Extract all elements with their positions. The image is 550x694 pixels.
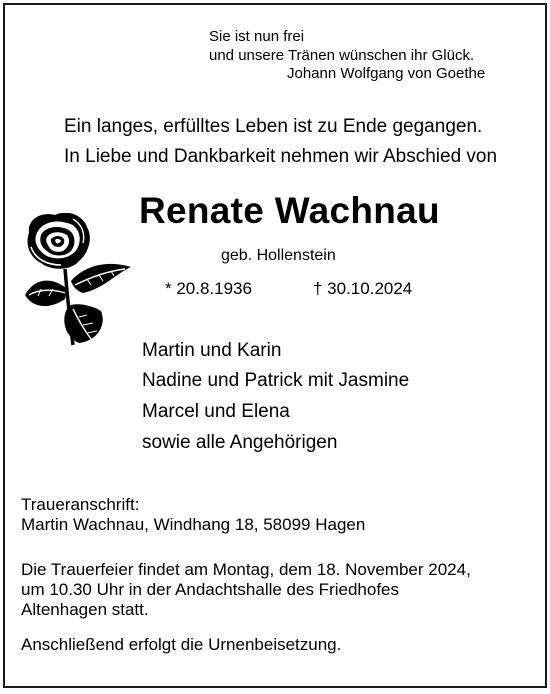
maiden-name: geb. Hollenstein bbox=[221, 247, 336, 264]
mourner-2: Nadine und Patrick mit Jasmine bbox=[142, 370, 410, 391]
quote-line-2: und unsere Tränen wünschen ihr Glück. bbox=[209, 47, 475, 64]
mourner-1: Martin und Karin bbox=[142, 340, 282, 361]
mourner-3: Marcel und Elena bbox=[142, 401, 290, 422]
birth-date: * 20.8.1936 bbox=[165, 279, 252, 298]
death-date: † 30.10.2024 bbox=[313, 279, 413, 298]
address-text: Martin Wachnau, Windhang 18, 58099 Hagen bbox=[21, 515, 366, 534]
ceremony-line-3: Altenhagen statt. bbox=[21, 600, 149, 619]
burial-note: Anschließend erfolgt die Urnenbeisetzung. bbox=[21, 635, 342, 654]
address-label: Traueranschrift: bbox=[21, 495, 140, 514]
deceased-name: Renate Wachnau bbox=[139, 190, 440, 231]
obituary-notice bbox=[3, 3, 547, 688]
quote-line-1: Sie ist nun frei bbox=[209, 28, 305, 45]
rose-icon bbox=[21, 213, 135, 347]
ceremony-line-1: Die Trauerfeier findet am Montag, dem 18. November 2024, bbox=[21, 560, 471, 579]
mourner-4: sowie alle Angehörigen bbox=[142, 432, 338, 453]
quote-author: Johann Wolfgang von Goethe bbox=[287, 65, 486, 82]
intro-line-1: Ein langes, erfülltes Leben ist zu Ende gegangen. bbox=[64, 116, 483, 137]
ceremony-line-2: um 10.30 Uhr in der Andachtshalle des Friedhofes bbox=[21, 580, 400, 599]
intro-line-2: In Liebe und Dankbarkeit nehmen wir Abschied von bbox=[64, 146, 498, 167]
